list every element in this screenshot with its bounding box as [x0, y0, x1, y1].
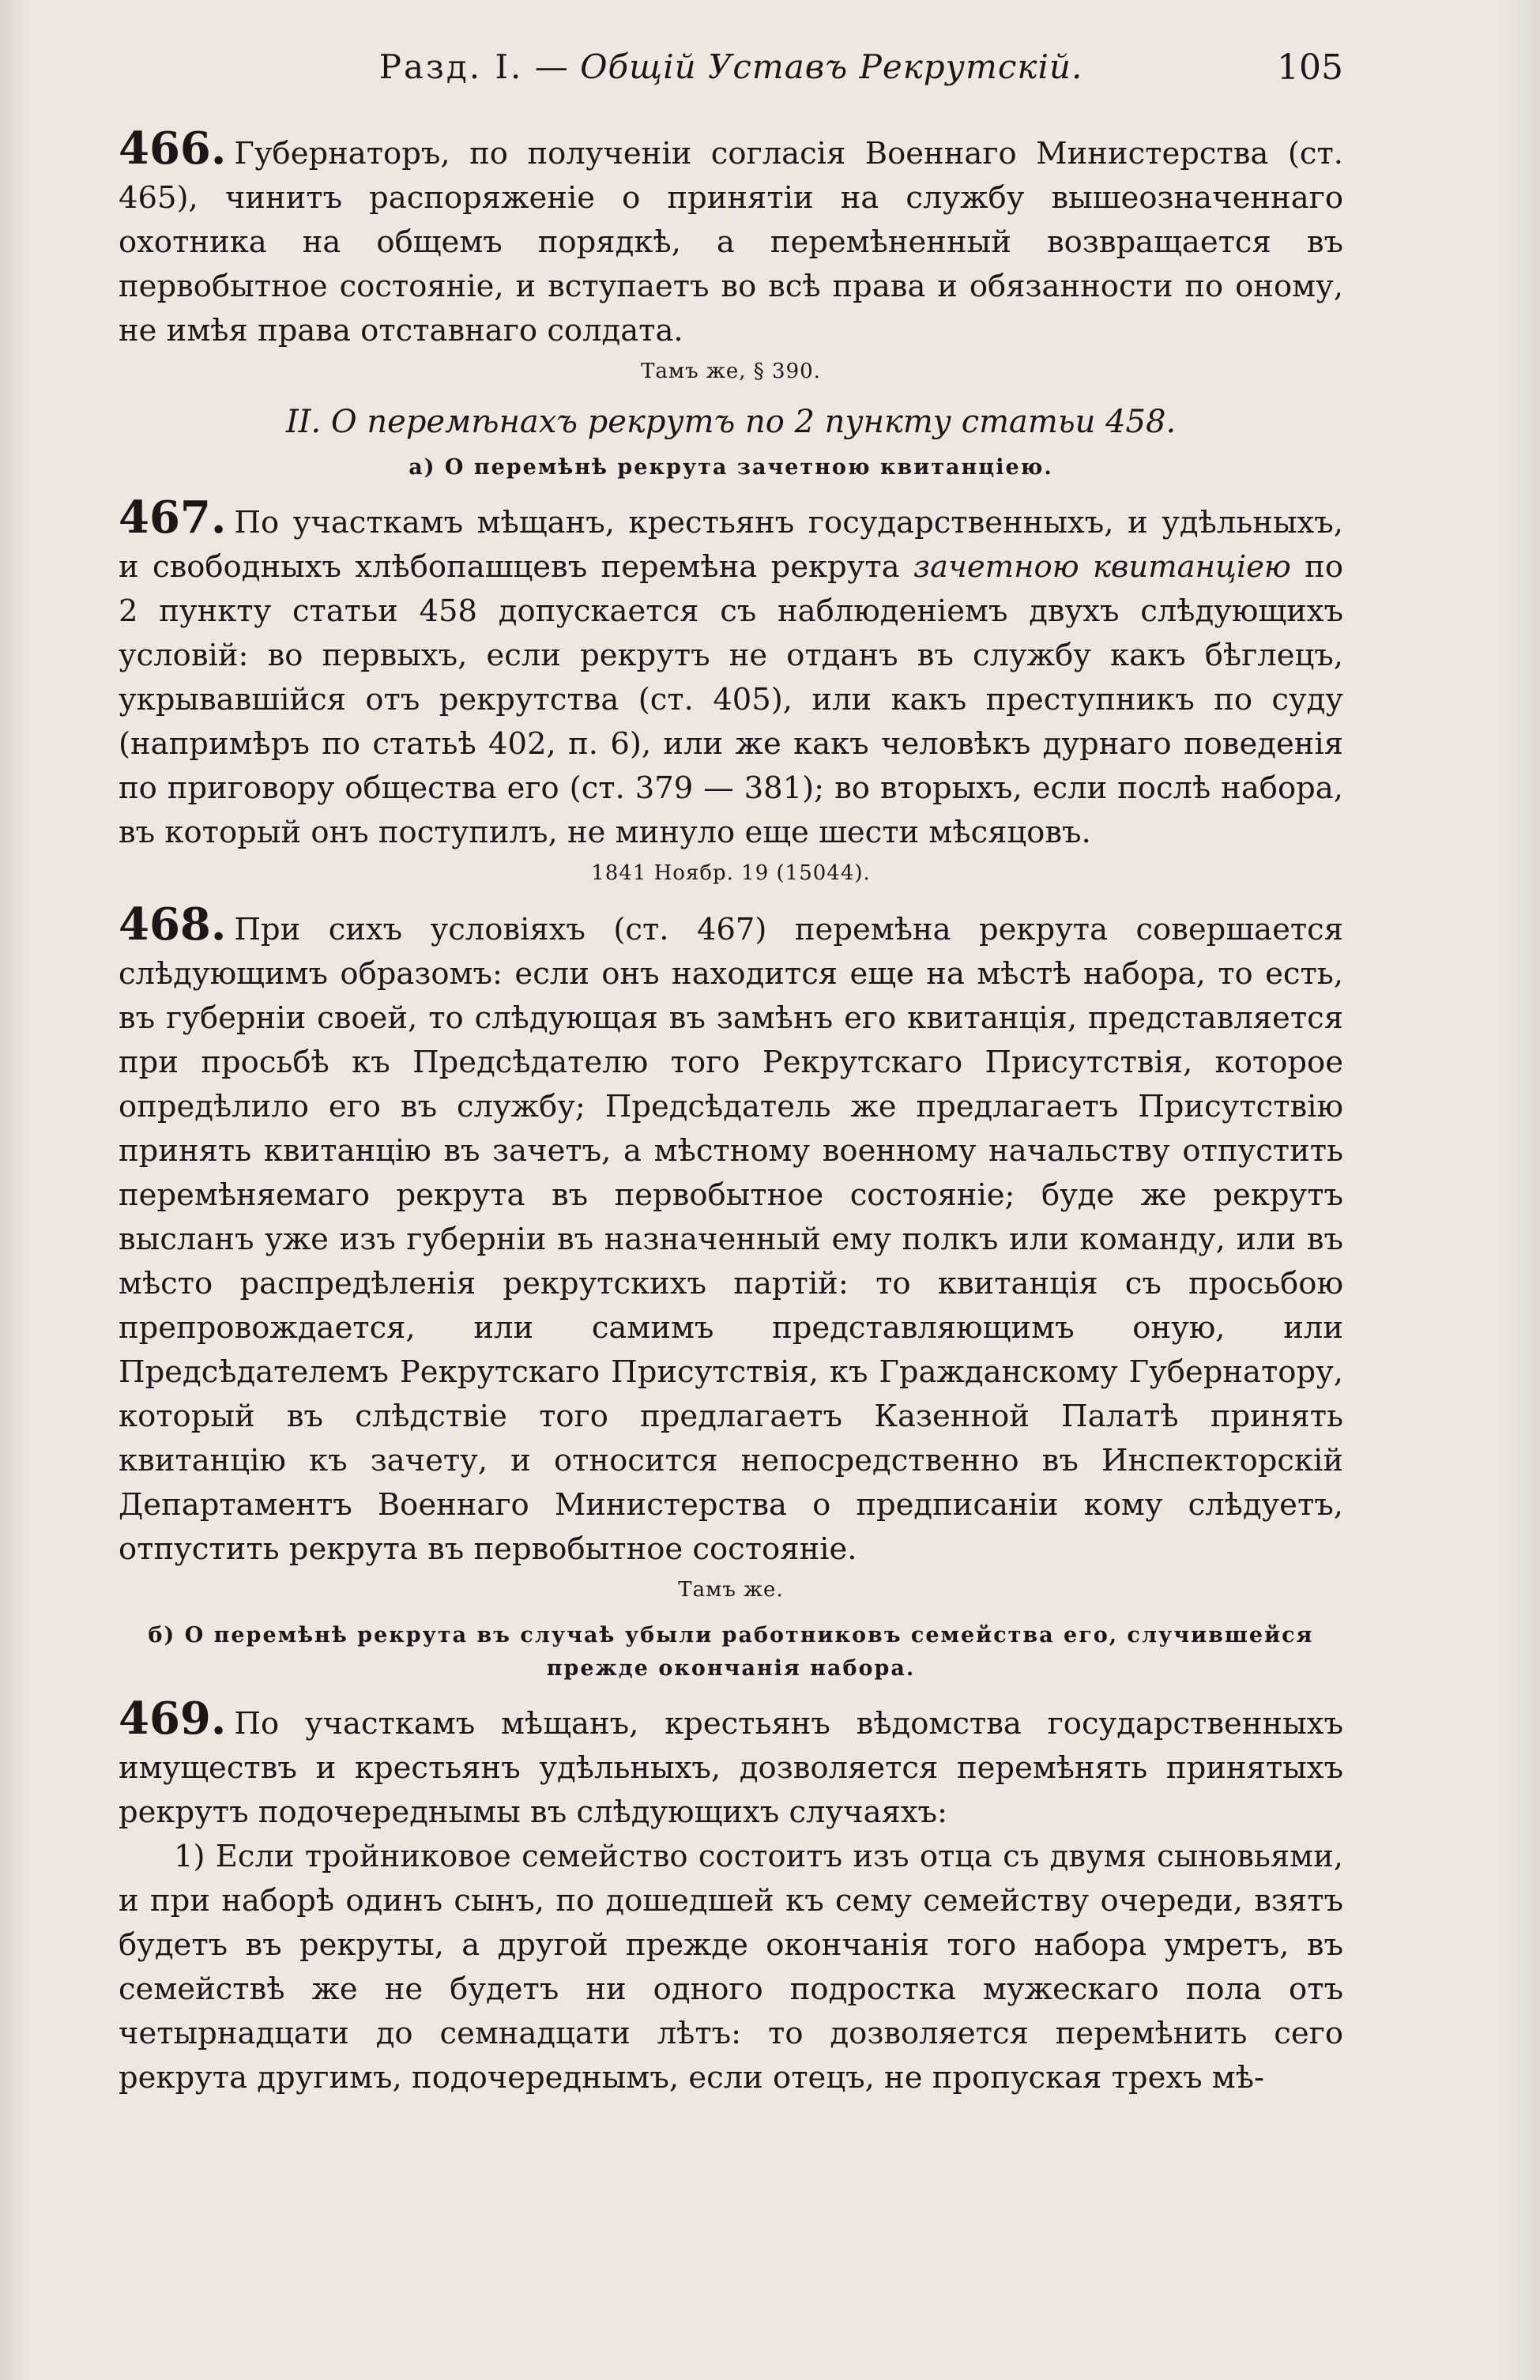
article-467: [119, 491, 1344, 855]
article-source: 1841 Ноябр. 19 (15044).: [591, 861, 871, 885]
article-text: Губернаторъ, по полученіи согласія Военнаго Министерства (ст. 465), чинитъ распоряженіе о принятіи на службу вышеозначеннаго охотника на общемъ порядкѣ, а перемѣненный возвращается въ первобытное состояніе, и вступаетъ во всѣ права и обязанности по оному, не имѣя права отставнаго солдата.: [119, 136, 1343, 348]
article-source: Тамъ же, § 390.: [641, 360, 821, 383]
article-number: 468.: [119, 898, 227, 951]
section-heading: II. О перемѣнахъ рекрутъ по 2 пункту статьи 458.: [285, 404, 1177, 440]
article-469: [119, 1693, 1343, 1835]
article-text: По участкамъ мѣщанъ, крестьянъ государственныхъ, и удѣльныхъ, и свободныхъ хлѣбопашцевъ перемѣна рекрута: [119, 505, 1343, 585]
article-number: 467.: [119, 491, 227, 544]
article-text: При сихъ условіяхъ (ст. 467) перемѣна рекрута совершается слѣдующимъ образомъ: если онъ находится еще на мѣстѣ набора, то есть, въ губерніи своей, то слѣдующая въ замѣнъ его квитанція, представляется при просьбѣ къ Предсѣдателю того Рекрутскаго Присутствія, которое опредѣлило его въ службу; Предсѣдатель же предлагаетъ Присутствію принять квитанцію въ зачетъ, а мѣстному военному начальству отпустить перемѣняемаго рекрута въ первобытное состояніе; буде же рекрутъ высланъ уже изъ губерніи въ назначенный ему полкъ или команду, или въ мѣсто распредѣленія рекрутскихъ партій: то квитанція съ просьбою препровождается, или самимъ представляющимъ оную, или Предсѣдателемъ Рекрутскаго Присутствія, къ Гражданскому Губернатору, который въ слѣдствіе того предлагаетъ Казенной Палатѣ принять квитанцію къ зачету, и относится непосредственно въ Инспекторскій Департаментъ Военнаго Министерства о предписаніи кому слѣдуетъ, отпустить рекрута въ первобытное состояніе.: [119, 912, 1343, 1567]
page-number: 105: [1277, 47, 1343, 88]
article-source: Тамъ же.: [678, 1578, 784, 1602]
article-number: 466.: [119, 122, 227, 175]
article-text: по 2 пункту статьи 458 допускается съ наблюденіемъ двухъ слѣдующихъ условій: во первыхъ, если рекрутъ не отданъ въ службу какъ бѣглецъ, укрывавшійся отъ рекрутства (ст. 405), или какъ преступникъ по суду (напримѣръ по статьѣ 402, п. 6), или же какъ человѣкъ дурнаго поведенія по приговору общества его (ст. 379 — 381); во вторыхъ, если послѣ набора, въ который онъ поступилъ, не минуло еще шести мѣсяцовъ.: [119, 549, 1344, 850]
subsection-heading-a: а) О перемѣнѣ рекрута зачетною квитанціею.: [409, 455, 1053, 480]
header-dash: —: [523, 47, 581, 86]
article-text-italic: зачетною квитанціею: [913, 549, 1291, 585]
section-label: Разд. I.: [378, 47, 524, 86]
page-body: [119, 122, 1344, 2100]
subsection-heading-b: б) О перемѣнѣ рекрута въ случаѣ убыли работниковъ семейства его, случившейся прежде окончанія набора.: [148, 1623, 1314, 1681]
article-468: [119, 898, 1343, 1572]
article-text: По участкамъ мѣщанъ, крестьянъ вѣдомства государственныхъ имуществъ и крестьянъ удѣльныхъ, дозволяется перемѣнять принятыхъ рекрутъ подочереднымы въ слѣдующихъ случаяхъ:: [119, 1706, 1343, 1830]
page-header: [119, 47, 1343, 95]
statute-title: Общій Уставъ Рекрутскій.: [580, 47, 1083, 86]
article-number: 469.: [119, 1693, 227, 1745]
article-469-item-1: 1) Если тройниковое семейство состоитъ изъ отца съ двумя сыновьями, и при наборѣ одинъ сынъ, по дошедшей къ сему семейству очереди, взятъ будетъ въ рекруты, а другой прежде окончанія того набора умретъ, въ семействѣ же не будетъ ни одного подростка мужескаго пола отъ четырнадцати до семнадцати лѣтъ: то дозволяется перемѣнить сего рекрута другимъ, подочереднымъ, если отецъ, не пропуская трехъ мѣ-: [119, 1839, 1343, 2096]
article-466: [119, 122, 1343, 353]
running-head: [119, 47, 1343, 86]
